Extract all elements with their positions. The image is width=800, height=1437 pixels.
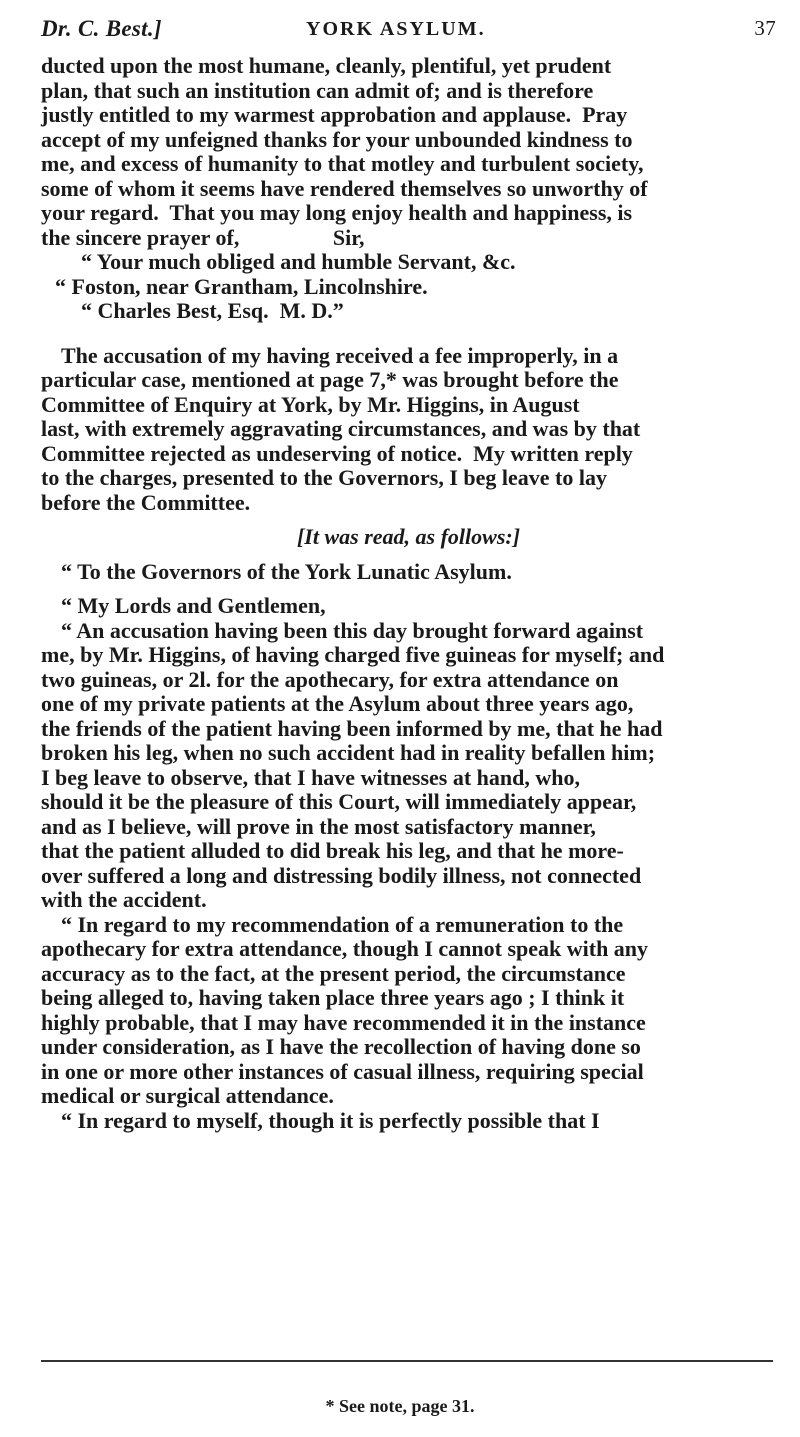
- footnote: * See note, page 31.: [325, 1396, 475, 1416]
- paragraph-5: [41, 1109, 776, 1134]
- signature-name: “ Charles Best, Esq. M. D.”: [81, 298, 344, 323]
- text-line: before the Committee.: [41, 489, 251, 515]
- text-line: “ In regard to myself, though it is perfectly possible that I: [61, 1107, 600, 1133]
- paragraph-2: [41, 344, 776, 516]
- spacer: [41, 324, 776, 344]
- text-line: the friends of the patient having been informed by me, that he had: [41, 715, 663, 741]
- text-line: highly probable, that I may have recommended it in the instance: [41, 1009, 646, 1035]
- running-header: [41, 16, 776, 50]
- page-number: 37: [754, 16, 776, 40]
- footnote-rule: [41, 1360, 773, 1362]
- text-line: accuracy as to the fact, at the present period, the circumstance: [41, 960, 626, 986]
- salutation: “ My Lords and Gentlemen,: [61, 593, 326, 618]
- paragraph-4: [41, 913, 776, 1109]
- text-line: The accusation of my having received a fee improperly, in a: [61, 342, 619, 368]
- text-line: broken his leg, when no such accident had in reality befallen him;: [41, 740, 656, 765]
- text-line: ducted upon the most humane, cleanly, plentiful, yet prudent: [41, 53, 612, 78]
- text-line: me, by Mr. Higgins, of having charged five guineas for myself; and: [41, 642, 665, 667]
- text-line: me, and excess of humanity to that motley and turbulent society,: [41, 151, 644, 176]
- text-line: Committee of Enquiry at York, by Mr. Higgins, in August: [41, 391, 580, 417]
- text-line: that the patient alluded to did break his leg, and that he more-: [41, 838, 624, 863]
- text-line: the sincere prayer of, Sir,: [41, 224, 365, 250]
- text-line: particular case, mentioned at page 7,* was brought before the: [41, 367, 619, 392]
- text-line: apothecary for extra attendance, though I cannot speak with any: [41, 936, 649, 961]
- text-line: should it be the pleasure of this Court, will immediately appear,: [41, 789, 637, 814]
- spacer: [41, 550, 776, 560]
- text-line: Committee rejected as undeserving of notice. My written reply: [41, 440, 633, 466]
- text-line: with the accident.: [41, 887, 207, 912]
- header-title: YORK ASYLUM.: [306, 18, 486, 40]
- read-note: [It was read, as follows:]: [296, 524, 521, 549]
- text-line: I beg leave to observe, that I have witnesses at hand, who,: [41, 764, 580, 790]
- text-line: medical or surgical attendance.: [41, 1083, 334, 1108]
- text-line: “ An accusation having been this day brought forward against: [61, 617, 644, 643]
- text-line: plan, that such an institution can admit of; and is therefore: [41, 77, 594, 103]
- paragraph-3: [41, 619, 776, 913]
- text-line: over suffered a long and distressing bodily illness, not connected: [41, 862, 642, 888]
- text-line: justly entitled to my warmest approbation and applause. Pray: [41, 102, 628, 127]
- text-line: “ In regard to my recommendation of a remuneration to the: [61, 911, 624, 937]
- text-line: being alleged to, having taken place three years ago ; I think it: [41, 985, 625, 1010]
- header-author: Dr. C. Best.]: [41, 16, 162, 41]
- text-line: two guineas, or 2l. for the apothecary, for extra attendance on: [41, 666, 619, 692]
- text-line: accept of my unfeigned thanks for your unbounded kindness to: [41, 126, 633, 152]
- letter-address: “ To the Governors of the York Lunatic Asylum.: [61, 558, 512, 584]
- text-line: and as I believe, will prove in the most satisfactory manner,: [41, 813, 596, 839]
- text-line: last, with extremely aggravating circumstances, and was by that: [41, 416, 641, 441]
- paragraph-1: [41, 54, 776, 250]
- text-line: your regard. That you may long enjoy health and happiness, is: [41, 200, 633, 225]
- text-line: in one or more other instances of casual illness, requiring special: [41, 1058, 644, 1084]
- signature-block: [41, 250, 776, 324]
- text-line: under consideration, as I have the recollection of having done so: [41, 1034, 641, 1059]
- text-line: some of whom it seems have rendered themselves so unworthy of: [41, 175, 648, 201]
- text-line: one of my private patients at the Asylum about three years ago,: [41, 691, 634, 716]
- signature-place: “ Foston, near Grantham, Lincolnshire.: [55, 273, 428, 299]
- text-line: to the charges, presented to the Governors, I beg leave to lay: [41, 465, 607, 490]
- signature-closing: “ Your much obliged and humble Servant, &c.: [81, 249, 516, 274]
- body-text: [41, 54, 776, 1133]
